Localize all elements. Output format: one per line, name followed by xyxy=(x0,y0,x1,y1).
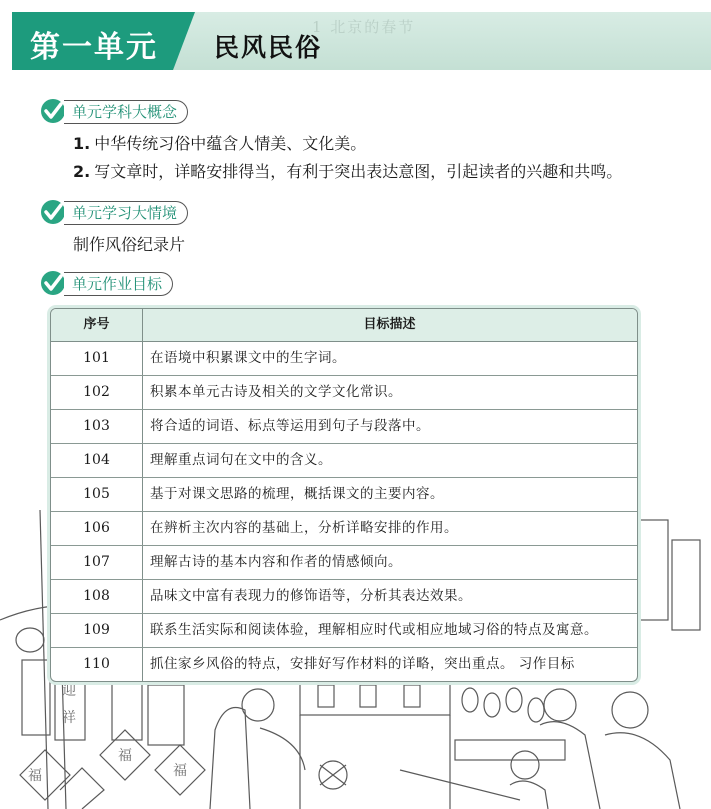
table-row xyxy=(51,511,637,546)
row-desc: 基于对课文思路的梳理，概括课文的主要内容。 xyxy=(150,486,444,502)
row-no: 103 xyxy=(83,418,110,434)
table-row xyxy=(51,647,637,681)
row-no: 106 xyxy=(83,520,110,536)
table-row xyxy=(51,341,637,376)
row-desc: 理解重点词句在文中的含义。 xyxy=(150,452,332,468)
table-row xyxy=(51,477,637,512)
row-no: 105 xyxy=(83,486,110,502)
row-no: 102 xyxy=(83,384,110,400)
row-desc: 品味文中富有表现力的修饰语等，分析其表达效果。 xyxy=(150,588,472,604)
row-no: 109 xyxy=(83,622,110,638)
fu-char-3: 福 xyxy=(173,763,187,779)
situation-text: 制作风俗纪录片 xyxy=(73,235,186,254)
row-desc: 在语境中积累课文中的生字词。 xyxy=(150,350,346,366)
concept-item-2 xyxy=(73,159,622,182)
fu-char-1: 福 xyxy=(28,768,42,784)
table-row xyxy=(51,579,637,614)
row-no: 104 xyxy=(83,452,110,468)
row-desc: 将合适的词语、标点等运用到句子与段落中。 xyxy=(150,418,430,434)
check-icon xyxy=(40,270,66,296)
faded-background-title: 1 北京的春节 xyxy=(312,18,416,36)
section-situation-title: 单元学习大情境 xyxy=(64,201,188,225)
row-no: 110 xyxy=(83,656,110,672)
unit-label: 第一单元 xyxy=(30,30,158,65)
row-no: 107 xyxy=(83,554,110,570)
row-no: 101 xyxy=(83,350,110,366)
header-no: 序号 xyxy=(83,317,110,332)
table-row xyxy=(51,409,637,444)
concept-item-num: 1. xyxy=(73,134,91,153)
header-desc: 目标描述 xyxy=(363,317,416,332)
concept-item-text: 写文章时，详略安排得当，有利于突出表达意图，引起读者的兴趣和共鸣。 xyxy=(94,162,623,181)
table-row xyxy=(51,613,637,648)
row-desc: 理解古诗的基本内容和作者的情感倾向。 xyxy=(150,554,402,570)
section-concept-title: 单元学科大概念 xyxy=(64,100,188,124)
row-desc: 抓住家乡风俗的特点，安排好写作材料的详略，突出重点。 习作目标 xyxy=(150,656,575,672)
table-row xyxy=(51,375,637,410)
row-desc: 在辨析主次内容的基础上，分析详略安排的作用。 xyxy=(150,520,458,536)
goals-table xyxy=(50,308,638,682)
section-goals-title: 单元作业目标 xyxy=(64,272,173,296)
table-row xyxy=(51,443,637,478)
table-header-row xyxy=(51,309,637,342)
couplet-char-ying: 迎 xyxy=(62,683,76,699)
check-icon xyxy=(40,98,66,124)
concept-item-text: 中华传统习俗中蕴含人情美、文化美。 xyxy=(94,134,367,153)
check-icon xyxy=(40,199,66,225)
row-no: 108 xyxy=(83,588,110,604)
row-desc: 积累本单元古诗及相关的文学文化常识。 xyxy=(150,384,402,400)
couplet-char-xiang: 祥 xyxy=(62,710,76,726)
fu-char-2: 福 xyxy=(118,748,132,764)
table-row xyxy=(51,545,637,580)
unit-name: 民风民俗 xyxy=(214,33,323,62)
row-desc: 联系生活实际和阅读体验，理解相应时代或相应地域习俗的特点及寓意。 xyxy=(150,622,598,638)
concept-item-1 xyxy=(73,131,366,154)
concept-item-num: 2. xyxy=(73,162,91,181)
